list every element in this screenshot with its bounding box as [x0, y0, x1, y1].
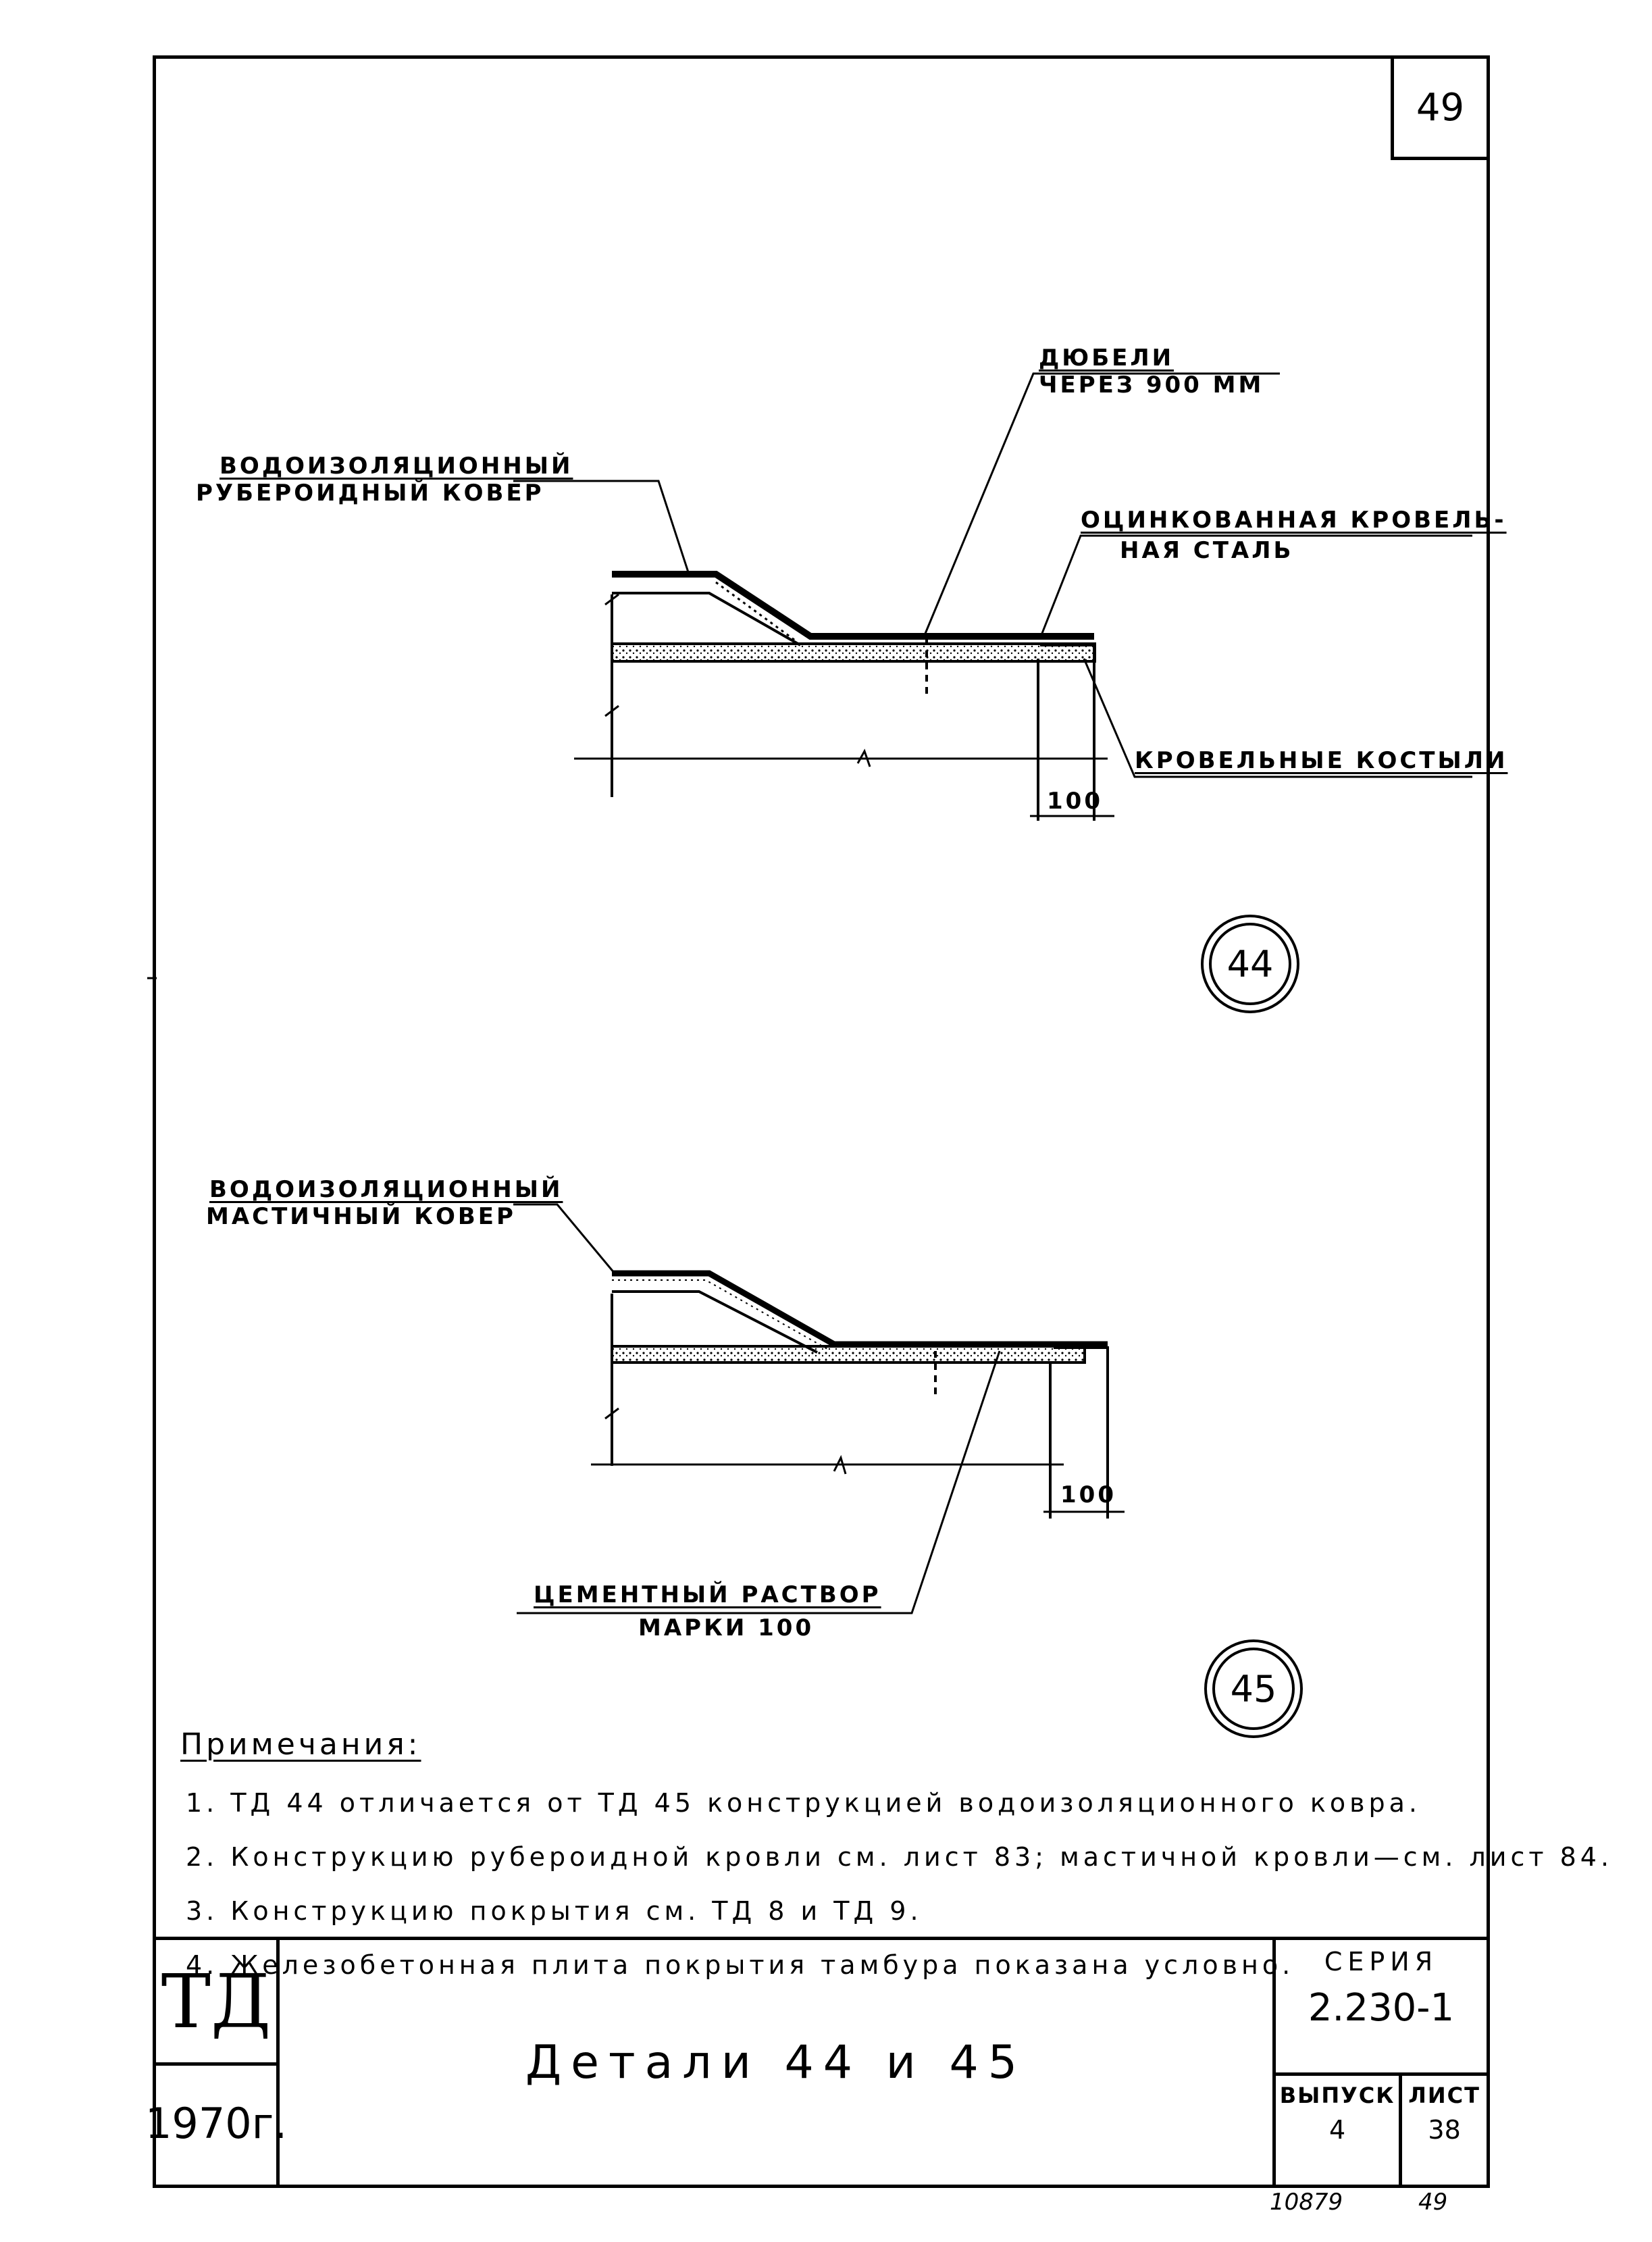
list-value: 38: [1428, 2115, 1461, 2145]
detail-44-membrane: [612, 574, 1094, 636]
issue-label: ВЫПУСК: [1279, 2083, 1395, 2108]
note-3: 3. Конструкцию покрытия см. ТД 8 и ТД 9.: [186, 1896, 923, 1926]
dowel-label-line2: ЧЕРЕЗ 900 ММ: [1039, 372, 1264, 399]
detail-44-marker-label: 44: [1209, 923, 1291, 1005]
detail-45-marker-label: 45: [1212, 1648, 1295, 1730]
mortar-label-line2: МАРКИ 100: [638, 1614, 815, 1641]
steel-label-line2: НАЯ СТАЛЬ: [1120, 537, 1294, 564]
footer-left-number: 10879: [1270, 2189, 1343, 2216]
footer-right-number: 49: [1418, 2189, 1448, 2216]
mortar-label-line1: ЦЕМЕНТНЫЙ РАСТВОР: [534, 1581, 881, 1608]
detail-44-dowel-leader: [923, 374, 1280, 638]
detail-44-underlayer: [612, 593, 800, 645]
seria-value: 2.230-1: [1308, 1986, 1455, 2030]
membrane-44-label-line2: РУБЕРОИДНЫЙ КОВЕР: [196, 480, 544, 507]
notes-title: Примечания:: [180, 1727, 421, 1762]
detail-45-underlayer: [612, 1292, 817, 1352]
detail-45-membrane-leader: [513, 1204, 615, 1273]
detail-44-slab: [612, 644, 1095, 661]
dowel-label-line1: ДЮБЕЛИ: [1039, 345, 1175, 372]
membrane-44-label-line1: ВОДОИЗОЛЯЦИОННЫЙ: [220, 453, 573, 480]
list-label: ЛИСТ: [1408, 2083, 1480, 2108]
detail-45-slab: [612, 1346, 1085, 1362]
issue-value: 4: [1329, 2115, 1346, 2145]
note-4: 4. Железобетонная плита покрытия тамбура показана условно.: [186, 1950, 1295, 1980]
detail-45-membrane: [612, 1273, 1108, 1344]
steel-label-line1: ОЦИНКОВАННАЯ КРОВЕЛЬ-: [1081, 507, 1507, 534]
membrane-45-label-line2: МАСТИЧНЫЙ КОВЕР: [206, 1203, 516, 1230]
seria-label: СЕРИЯ: [1324, 1947, 1439, 1977]
document-title: Детали 44 и 45: [525, 2035, 1027, 2089]
detail-44-dimension: 100: [1047, 788, 1103, 815]
detail-45-drawing: [513, 1204, 1125, 1613]
document-code: ТД: [156, 1940, 276, 2066]
detail-45-mortar-leader: [517, 1351, 1000, 1613]
document-year: 1970г.: [145, 2099, 288, 2148]
note-2: 2. Конструкцию рубероидной кровли см. лист 83; мастичной кровли—см. лист 84.: [186, 1842, 1614, 1872]
sheet-number: 49: [1391, 59, 1487, 160]
detail-45-dimension: 100: [1060, 1481, 1116, 1508]
brackets-label: КРОВЕЛЬНЫЕ КОСТЫЛИ: [1135, 747, 1508, 774]
membrane-45-label-line1: ВОДОИЗОЛЯЦИОННЫЙ: [209, 1176, 563, 1203]
note-1: 1. ТД 44 отличается от ТД 45 конструкцией водоизоляционного ковра.: [186, 1788, 1422, 1818]
